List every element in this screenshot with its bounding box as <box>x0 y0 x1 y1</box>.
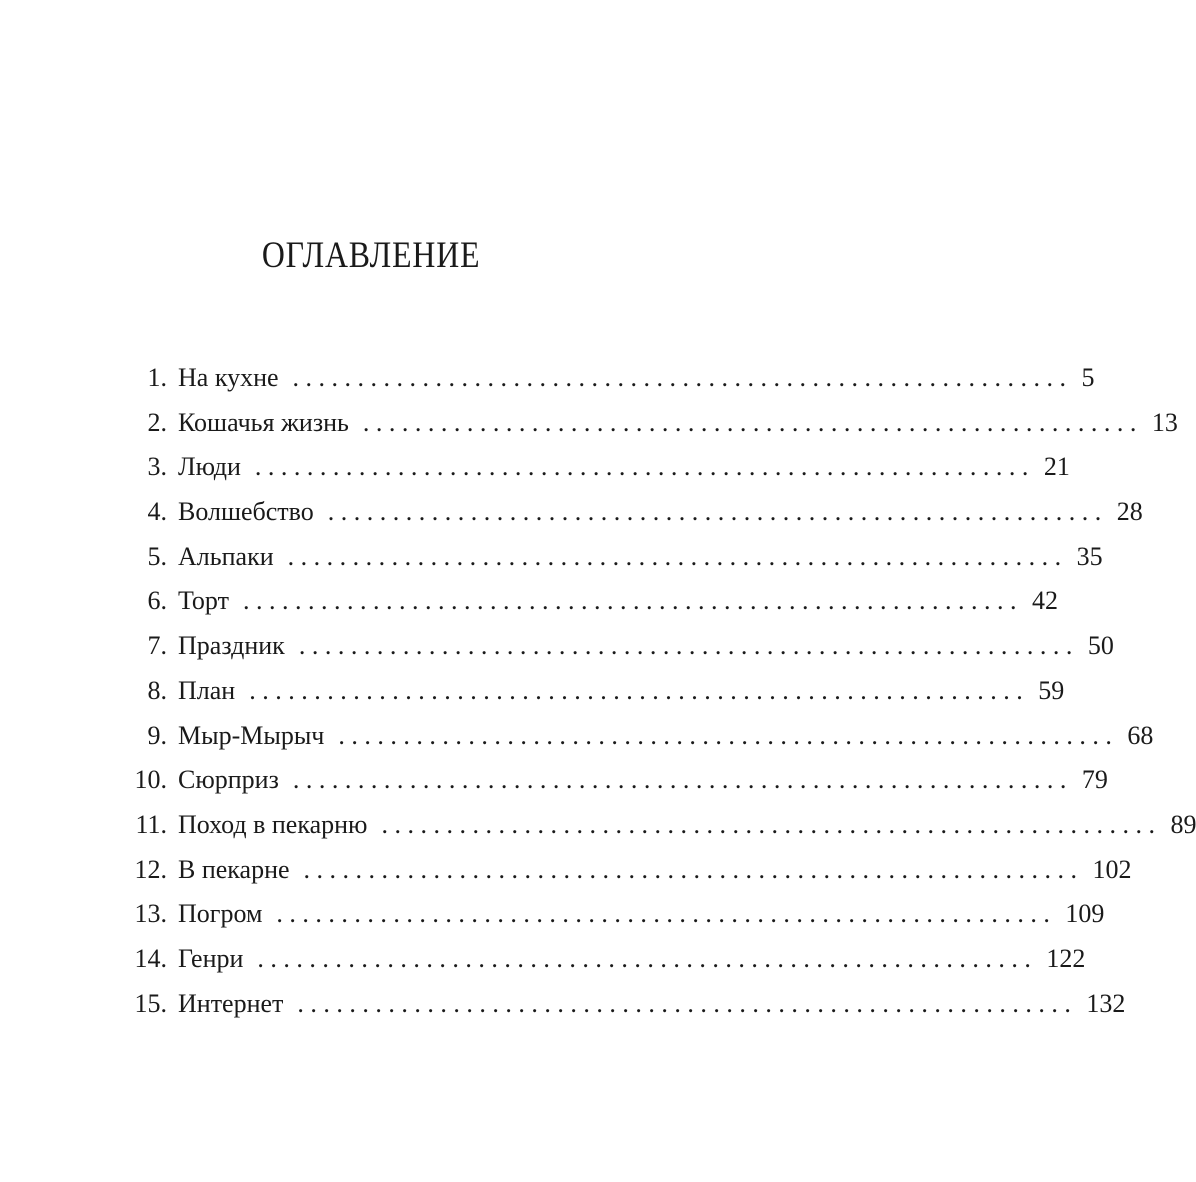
dot-leader: ............................................................ <box>249 675 1030 705</box>
dot-leader: ............................................................ <box>254 452 1035 482</box>
toc-entry-page: 79 <box>1081 765 1108 795</box>
toc-entry-number: 3. <box>147 452 167 482</box>
toc-entry-number: 8. <box>147 675 167 705</box>
toc-entry-title: На кухне <box>178 363 279 392</box>
dot-leader: ............................................................ <box>298 631 1079 661</box>
toc-entry-page: 28 <box>1116 497 1143 527</box>
toc-entry-title: Сюрприз <box>178 765 279 795</box>
dot-leader: ............................................................ <box>303 854 1084 884</box>
toc-entry-page: 35 <box>1076 541 1103 571</box>
toc-entry-title: План <box>178 675 236 705</box>
toc-entry-page: 21 <box>1043 452 1070 482</box>
toc-entry-title: Праздник <box>178 631 285 661</box>
page-title: ОГЛАВЛЕНИЕ <box>261 235 481 276</box>
toc-entry-title: Альпаки <box>178 541 274 571</box>
toc-entry-page: 68 <box>1127 720 1154 750</box>
toc-entry-number: 1. <box>147 363 167 392</box>
toc-entry[interactable] <box>125 492 1143 537</box>
toc-entry-page: 42 <box>1031 586 1058 616</box>
toc-entry-number: 15. <box>134 988 167 1018</box>
toc-entry[interactable] <box>125 403 1178 448</box>
toc-entry-title: Интернет <box>178 988 284 1018</box>
dot-leader: ............................................................ <box>381 809 1162 839</box>
toc-entry-page: 59 <box>1038 675 1065 705</box>
toc-entry-number: 12. <box>134 854 167 884</box>
toc-entry[interactable] <box>125 894 1105 939</box>
table-of-contents <box>125 358 1196 1028</box>
toc-entry[interactable] <box>125 805 1196 850</box>
toc-entry-page: 132 <box>1086 988 1126 1018</box>
toc-entry-page: 109 <box>1065 899 1105 929</box>
toc-entry-number: 2. <box>147 407 167 437</box>
toc-entry[interactable] <box>125 850 1132 895</box>
dot-leader: ............................................................ <box>327 497 1108 527</box>
toc-entry-page: 122 <box>1046 943 1086 973</box>
toc-entry-title: Волшебство <box>178 497 314 527</box>
toc-entry-number: 13. <box>134 899 167 929</box>
toc-entry-title: Мыр-Мырыч <box>178 720 325 750</box>
toc-entry[interactable] <box>125 537 1103 582</box>
toc-entry[interactable] <box>125 671 1065 716</box>
dot-leader: ............................................................ <box>362 407 1143 437</box>
dot-leader: ............................................................ <box>287 541 1068 571</box>
toc-entry-number: 14. <box>134 943 167 973</box>
dot-leader: ............................................................ <box>297 988 1078 1018</box>
toc-entry[interactable] <box>125 447 1070 492</box>
dot-leader: ............................................................ <box>292 363 1073 392</box>
dot-leader: ............................................................ <box>276 899 1057 929</box>
toc-entry-title: Торт <box>178 586 229 616</box>
toc-entry-page: 102 <box>1092 854 1132 884</box>
toc-entry-number: 5. <box>147 541 167 571</box>
toc-entry[interactable] <box>125 760 1108 805</box>
toc-entry-page: 50 <box>1087 631 1114 661</box>
toc-entry-title: Погром <box>178 899 263 929</box>
toc-entry[interactable] <box>125 581 1058 626</box>
toc-entry-number: 11. <box>135 809 167 839</box>
toc-entry[interactable] <box>125 939 1086 984</box>
toc-entry-number: 10. <box>134 765 167 795</box>
toc-entry[interactable] <box>125 626 1114 671</box>
dot-leader: ............................................................ <box>257 943 1038 973</box>
toc-entry[interactable] <box>125 358 1095 403</box>
toc-entry-page: 13 <box>1151 407 1178 437</box>
dot-leader: ............................................................ <box>292 765 1073 795</box>
toc-entry-page: 5 <box>1081 363 1095 392</box>
toc-entry-number: 4. <box>147 497 167 527</box>
toc-entry-page: 89 <box>1170 809 1196 839</box>
dot-leader: ............................................................ <box>242 586 1023 616</box>
toc-entry-number: 9. <box>147 720 167 750</box>
toc-entry-number: 7. <box>147 631 167 661</box>
toc-entry-title: В пекарне <box>178 854 290 884</box>
toc-entry-number: 6. <box>147 586 167 616</box>
toc-entry[interactable] <box>125 984 1126 1029</box>
toc-entry[interactable] <box>125 716 1154 761</box>
dot-leader: ............................................................ <box>338 720 1119 750</box>
toc-entry-title: Поход в пекарню <box>178 809 368 839</box>
toc-entry-title: Люди <box>178 452 241 482</box>
toc-entry-title: Генри <box>178 943 244 973</box>
toc-entry-title: Кошачья жизнь <box>178 407 349 437</box>
